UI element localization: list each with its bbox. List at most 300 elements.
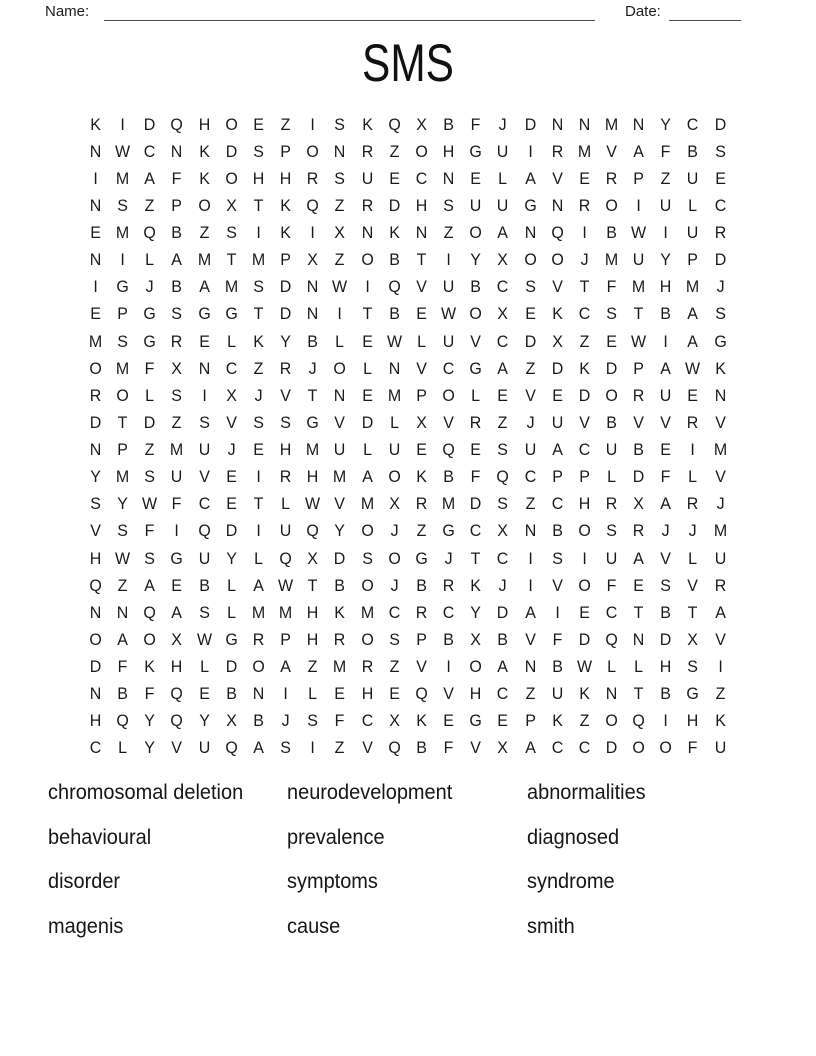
word-list-item: chromosomal deletion bbox=[48, 781, 244, 804]
grid-letter: A bbox=[660, 358, 672, 378]
word-list-column bbox=[527, 779, 652, 957]
grid-letter: I bbox=[582, 548, 587, 568]
grid-letter: I bbox=[663, 331, 669, 351]
grid-letter: V bbox=[416, 358, 427, 378]
grid-letter: S bbox=[497, 440, 509, 460]
grid-letter: X bbox=[171, 629, 183, 649]
grid-letter: T bbox=[688, 602, 698, 622]
grid-letter: I bbox=[446, 250, 451, 270]
grid-letter: Z bbox=[660, 168, 671, 188]
grid-letter: U bbox=[442, 277, 455, 297]
grid-letter: H bbox=[307, 629, 319, 649]
grid-letter: R bbox=[361, 657, 373, 677]
grid-letter: P bbox=[117, 304, 129, 324]
grid-letter: B bbox=[687, 141, 699, 161]
grid-letter: R bbox=[361, 195, 373, 215]
grid-letter: V bbox=[280, 385, 292, 405]
grid-letter: C bbox=[497, 548, 509, 568]
grid-letter: O bbox=[116, 385, 129, 405]
grid-letter: R bbox=[415, 602, 428, 622]
grid-letter: D bbox=[361, 412, 373, 432]
grid-letter: K bbox=[280, 195, 292, 215]
grid-letter: M bbox=[197, 250, 211, 270]
grid-letter: Y bbox=[470, 250, 482, 270]
grid-letter: O bbox=[469, 657, 482, 677]
grid-letter: L bbox=[226, 331, 236, 351]
grid-letter: E bbox=[443, 711, 454, 731]
grid-letter: M bbox=[116, 358, 130, 378]
grid-letter: W bbox=[685, 358, 701, 378]
grid-letter: E bbox=[660, 440, 672, 460]
grid-letter: X bbox=[307, 250, 319, 270]
grid-letter: A bbox=[714, 602, 726, 622]
grid-letter: M bbox=[387, 385, 401, 405]
name-label: Name: bbox=[45, 3, 90, 20]
grid-letter: S bbox=[117, 195, 129, 215]
grid-letter: O bbox=[388, 548, 401, 568]
grid-letter: V bbox=[660, 412, 672, 432]
grid-letter: G bbox=[713, 331, 727, 351]
grid-letter: W bbox=[332, 277, 348, 297]
grid-letter: U bbox=[442, 331, 455, 351]
grid-letter: O bbox=[388, 467, 401, 487]
grid-letter: A bbox=[524, 168, 536, 188]
grid-letter: O bbox=[143, 629, 157, 649]
grid-letter: F bbox=[552, 629, 563, 649]
grid-letter: G bbox=[415, 548, 428, 568]
grid-letter: M bbox=[632, 277, 646, 297]
grid-letter: V bbox=[524, 385, 536, 405]
grid-letter: N bbox=[89, 250, 102, 270]
grid-letter: L bbox=[607, 467, 616, 487]
grid-letter: R bbox=[578, 195, 591, 215]
grid-letter: E bbox=[253, 114, 264, 134]
grid-letter: E bbox=[226, 467, 237, 487]
grid-letter: L bbox=[417, 331, 426, 351]
grid-letter: U bbox=[524, 440, 536, 460]
date-label: Date: bbox=[625, 3, 661, 20]
grid-letter: E bbox=[334, 684, 346, 704]
grid-letter: F bbox=[443, 738, 454, 758]
grid-letter: E bbox=[470, 440, 482, 460]
grid-letter: Z bbox=[335, 195, 345, 215]
grid-letter: H bbox=[687, 711, 699, 731]
grid-letter: N bbox=[551, 114, 564, 134]
grid-letter: H bbox=[198, 114, 210, 134]
grid-letter: S bbox=[687, 657, 699, 677]
grid-letter: D bbox=[605, 738, 618, 758]
grid-letter: S bbox=[144, 467, 156, 487]
grid-letter: I bbox=[364, 277, 370, 297]
grid-letter: N bbox=[89, 684, 102, 704]
grid-letter: T bbox=[253, 195, 264, 215]
grid-letter: A bbox=[171, 250, 183, 270]
grid-letter: W bbox=[441, 304, 457, 324]
grid-letter: K bbox=[416, 467, 427, 487]
grid-letter: V bbox=[551, 575, 563, 595]
grid-letter: K bbox=[253, 331, 264, 351]
grid-letter: O bbox=[306, 141, 320, 161]
word-list-item: symptoms bbox=[287, 870, 378, 894]
grid-letter: D bbox=[225, 141, 238, 161]
grid-letter: N bbox=[442, 168, 455, 188]
grid-letter: E bbox=[579, 602, 590, 622]
grid-letter: W bbox=[305, 494, 321, 514]
grid-letter: Z bbox=[525, 684, 535, 704]
grid-letter: V bbox=[416, 657, 427, 677]
grid-letter: V bbox=[714, 629, 726, 649]
grid-letter: L bbox=[308, 684, 318, 704]
grid-letter: V bbox=[551, 168, 563, 188]
grid-letter: I bbox=[555, 602, 560, 622]
grid-letter: Y bbox=[198, 711, 210, 731]
grid-letter: Z bbox=[253, 358, 264, 378]
grid-letter: D bbox=[225, 521, 238, 541]
grid-letter: R bbox=[307, 168, 319, 188]
grid-letter: L bbox=[254, 548, 263, 568]
grid-letter: O bbox=[578, 521, 591, 541]
grid-letter: W bbox=[115, 548, 131, 568]
grid-letter: S bbox=[280, 738, 292, 758]
grid-letter: J bbox=[498, 114, 507, 134]
grid-letter: R bbox=[714, 223, 726, 243]
grid-letter: Y bbox=[660, 250, 672, 270]
grid-letter: K bbox=[144, 657, 156, 677]
grid-letter: O bbox=[333, 358, 347, 378]
grid-letter: M bbox=[116, 467, 130, 487]
grid-letter: B bbox=[198, 575, 210, 595]
grid-letter: T bbox=[579, 277, 590, 297]
grid-letter: Z bbox=[579, 711, 590, 731]
grid-letter: N bbox=[361, 223, 373, 243]
grid-letter: S bbox=[280, 412, 292, 432]
grid-letter: A bbox=[524, 738, 536, 758]
grid-letter: N bbox=[632, 114, 645, 134]
grid-letter: A bbox=[660, 494, 672, 514]
grid-letter: K bbox=[198, 168, 210, 188]
grid-letter: J bbox=[526, 412, 535, 432]
grid-letter: S bbox=[551, 548, 563, 568]
grid-letter: Z bbox=[525, 494, 535, 514]
grid-letter: S bbox=[144, 548, 156, 568]
grid-letter: G bbox=[442, 521, 455, 541]
grid-letter: B bbox=[606, 223, 617, 243]
grid-letter: A bbox=[171, 602, 183, 622]
grid-letter: N bbox=[89, 602, 102, 622]
grid-letter: T bbox=[362, 304, 373, 324]
grid-letter: B bbox=[551, 521, 563, 541]
grid-letter: E bbox=[579, 168, 590, 188]
grid-letter: F bbox=[606, 277, 617, 297]
grid-letter: C bbox=[388, 602, 401, 622]
grid-letter: D bbox=[551, 358, 564, 378]
grid-letter: M bbox=[279, 602, 293, 622]
grid-letter: E bbox=[416, 440, 427, 460]
grid-letter: K bbox=[579, 684, 590, 704]
grid-letter: B bbox=[416, 738, 427, 758]
grid-letter: O bbox=[360, 250, 374, 270]
grid-letter: M bbox=[577, 141, 592, 161]
grid-letter: J bbox=[281, 711, 290, 731]
grid-letter: M bbox=[713, 521, 727, 541]
grid-letter: H bbox=[307, 602, 319, 622]
grid-letter: M bbox=[360, 602, 374, 622]
grid-letter: P bbox=[579, 467, 590, 487]
grid-letter: I bbox=[310, 738, 316, 758]
grid-letter: Z bbox=[199, 223, 210, 243]
grid-letter: C bbox=[361, 711, 373, 731]
grid-letter: V bbox=[687, 575, 699, 595]
word-list-item: behavioural bbox=[48, 825, 152, 849]
grid-letter: X bbox=[497, 521, 509, 541]
grid-letter: Z bbox=[144, 440, 155, 460]
grid-letter: I bbox=[527, 141, 533, 161]
grid-letter: J bbox=[716, 277, 725, 297]
grid-letter: B bbox=[253, 711, 264, 731]
grid-letter: N bbox=[524, 657, 536, 677]
grid-letter: Y bbox=[117, 494, 129, 514]
word-list-item: diagnosed bbox=[527, 825, 620, 849]
grid-letter: B bbox=[388, 250, 400, 270]
grid-letter: X bbox=[497, 738, 509, 758]
grid-letter: N bbox=[334, 141, 346, 161]
grid-letter: D bbox=[144, 114, 156, 134]
grid-letter: T bbox=[633, 602, 644, 622]
grid-letter: B bbox=[660, 602, 672, 622]
grid-letter: L bbox=[335, 331, 345, 351]
grid-letter: N bbox=[252, 684, 265, 704]
grid-letter: E bbox=[90, 304, 101, 324]
grid-letter: O bbox=[632, 738, 645, 758]
grid-letter: I bbox=[120, 114, 125, 134]
grid-letter: N bbox=[89, 440, 102, 460]
grid-letter: V bbox=[524, 629, 536, 649]
grid-letter: A bbox=[497, 223, 509, 243]
grid-letter: W bbox=[142, 494, 158, 514]
grid-letter: E bbox=[171, 575, 183, 595]
grid-letter: F bbox=[335, 711, 345, 731]
grid-letter: A bbox=[144, 575, 156, 595]
grid-letter: L bbox=[498, 168, 508, 188]
grid-letter: N bbox=[307, 304, 319, 324]
grid-letter: R bbox=[551, 141, 564, 161]
grid-letter: S bbox=[524, 277, 536, 297]
grid-letter: D bbox=[388, 195, 401, 215]
grid-letter: L bbox=[226, 602, 236, 622]
grid-letter: E bbox=[416, 304, 427, 324]
grid-letter: S bbox=[90, 494, 101, 514]
grid-letter: S bbox=[443, 195, 454, 215]
grid-letter: E bbox=[361, 331, 373, 351]
grid-letter: T bbox=[633, 304, 644, 324]
grid-letter: L bbox=[688, 548, 698, 568]
grid-letter: L bbox=[145, 250, 155, 270]
grid-letter: G bbox=[116, 277, 129, 297]
grid-letter: H bbox=[171, 657, 183, 677]
grid-letter: R bbox=[334, 629, 346, 649]
grid-letter: I bbox=[527, 548, 533, 568]
grid-letter: B bbox=[497, 629, 509, 649]
grid-letter: U bbox=[551, 684, 564, 704]
grid-letter: Y bbox=[280, 331, 292, 351]
grid-letter: T bbox=[253, 304, 264, 324]
grid-letter: Q bbox=[442, 440, 455, 460]
grid-letter: U bbox=[605, 440, 618, 460]
grid-letter: F bbox=[117, 657, 128, 677]
grid-letter: N bbox=[415, 223, 428, 243]
grid-letter: X bbox=[416, 114, 427, 134]
grid-letter: N bbox=[198, 358, 210, 378]
grid-letter: C bbox=[442, 358, 455, 378]
grid-letter: W bbox=[386, 331, 402, 351]
grid-letter: U bbox=[497, 195, 509, 215]
grid-letter: M bbox=[333, 657, 347, 677]
word-list-item: prevalence bbox=[287, 825, 385, 849]
grid-letter: N bbox=[551, 195, 564, 215]
grid-letter: Z bbox=[443, 223, 454, 243]
grid-letter: X bbox=[470, 629, 482, 649]
grid-letter: S bbox=[117, 331, 129, 351]
grid-letter: H bbox=[89, 711, 102, 731]
grid-letter: K bbox=[714, 711, 726, 731]
grid-letter: Z bbox=[389, 657, 400, 677]
grid-letter: V bbox=[606, 141, 617, 161]
grid-letter: R bbox=[279, 467, 292, 487]
grid-letter: E bbox=[714, 168, 726, 188]
grid-letter: U bbox=[687, 223, 699, 243]
grid-letter: M bbox=[604, 114, 619, 134]
grid-letter: X bbox=[388, 494, 400, 514]
grid-letter: R bbox=[252, 629, 265, 649]
grid-letter: V bbox=[714, 412, 726, 432]
grid-letter: H bbox=[469, 684, 482, 704]
grid-letter: L bbox=[362, 358, 372, 378]
grid-letter: U bbox=[605, 548, 618, 568]
grid-letter: X bbox=[226, 711, 237, 731]
grid-letter: R bbox=[632, 521, 645, 541]
grid-letter: H bbox=[279, 168, 292, 188]
grid-letter: G bbox=[469, 711, 482, 731]
grid-letter: V bbox=[361, 738, 373, 758]
grid-letter: S bbox=[388, 629, 400, 649]
grid-letter: U bbox=[497, 141, 509, 161]
grid-letter: D bbox=[89, 657, 102, 677]
grid-letter: U bbox=[388, 440, 401, 460]
grid-letter: A bbox=[117, 629, 129, 649]
grid-letter: S bbox=[606, 521, 617, 541]
grid-letter: B bbox=[226, 684, 237, 704]
grid-letter: S bbox=[307, 711, 319, 731]
grid-letter: C bbox=[469, 521, 482, 541]
grid-letter: I bbox=[690, 440, 696, 460]
grid-letter: L bbox=[688, 467, 698, 487]
grid-letter: E bbox=[497, 385, 509, 405]
grid-letter: C bbox=[497, 684, 509, 704]
grid-letter: N bbox=[334, 385, 346, 405]
grid-letter: B bbox=[470, 277, 482, 297]
grid-letter: Y bbox=[90, 467, 101, 487]
grid-letter: J bbox=[689, 521, 698, 541]
grid-letter: D bbox=[632, 467, 645, 487]
grid-letter: Y bbox=[334, 521, 346, 541]
grid-letter: M bbox=[170, 440, 184, 460]
grid-letter: U bbox=[714, 548, 726, 568]
grid-letter: X bbox=[388, 711, 400, 731]
grid-letter: R bbox=[279, 358, 292, 378]
grid-letter: C bbox=[225, 358, 238, 378]
grid-letter: B bbox=[171, 277, 183, 297]
grid-letter: F bbox=[144, 684, 155, 704]
grid-letter: U bbox=[361, 168, 373, 188]
grid-letter: N bbox=[578, 114, 591, 134]
grid-letter: Z bbox=[715, 684, 726, 704]
grid-letter: M bbox=[713, 440, 727, 460]
grid-letter: O bbox=[551, 250, 564, 270]
grid-letter: Q bbox=[496, 467, 510, 487]
grid-letter: L bbox=[634, 657, 644, 677]
grid-letter: P bbox=[280, 141, 292, 161]
grid-letter: X bbox=[633, 494, 645, 514]
grid-letter: E bbox=[226, 494, 237, 514]
grid-letter: A bbox=[361, 467, 373, 487]
grid-letter: R bbox=[687, 412, 699, 432]
grid-letter: Z bbox=[280, 114, 291, 134]
grid-letter: G bbox=[469, 141, 482, 161]
grid-letter: H bbox=[442, 141, 455, 161]
grid-letter: H bbox=[89, 548, 102, 568]
letter-grid bbox=[82, 111, 734, 762]
grid-letter: F bbox=[470, 467, 481, 487]
grid-letter: O bbox=[605, 195, 618, 215]
grid-letter: I bbox=[201, 385, 207, 405]
grid-letter: Y bbox=[226, 548, 237, 568]
grid-letter: L bbox=[471, 385, 481, 405]
grid-letter: J bbox=[661, 521, 670, 541]
grid-letter: F bbox=[172, 494, 182, 514]
grid-letter: O bbox=[578, 575, 591, 595]
grid-letter: U bbox=[171, 467, 183, 487]
grid-letter: H bbox=[252, 168, 265, 188]
grid-letter: L bbox=[199, 657, 209, 677]
grid-letter: B bbox=[443, 629, 454, 649]
grid-letter: V bbox=[198, 467, 210, 487]
grid-letter: B bbox=[334, 575, 346, 595]
grid-letter: N bbox=[714, 385, 726, 405]
grid-letter: M bbox=[686, 277, 700, 297]
grid-letter: Y bbox=[144, 738, 156, 758]
grid-letter: M bbox=[441, 494, 456, 514]
grid-letter: Y bbox=[470, 602, 482, 622]
grid-letter: S bbox=[253, 141, 264, 161]
grid-letter: J bbox=[444, 548, 453, 568]
grid-letter: C bbox=[551, 494, 564, 514]
grid-letter: Q bbox=[415, 684, 428, 704]
grid-letter: B bbox=[606, 412, 617, 432]
grid-letter: V bbox=[416, 277, 427, 297]
word-list-item: neurodevelopment bbox=[287, 781, 453, 804]
grid-letter: G bbox=[143, 304, 157, 324]
grid-letter: U bbox=[198, 738, 210, 758]
grid-letter: B bbox=[633, 440, 645, 460]
grid-letter: T bbox=[307, 575, 318, 595]
grid-letter: J bbox=[254, 385, 263, 405]
grid-letter: D bbox=[524, 114, 536, 134]
grid-letter: K bbox=[470, 575, 482, 595]
grid-letter: D bbox=[660, 629, 672, 649]
grid-letter: I bbox=[174, 521, 180, 541]
grid-letter: I bbox=[663, 711, 669, 731]
grid-letter: E bbox=[606, 331, 617, 351]
